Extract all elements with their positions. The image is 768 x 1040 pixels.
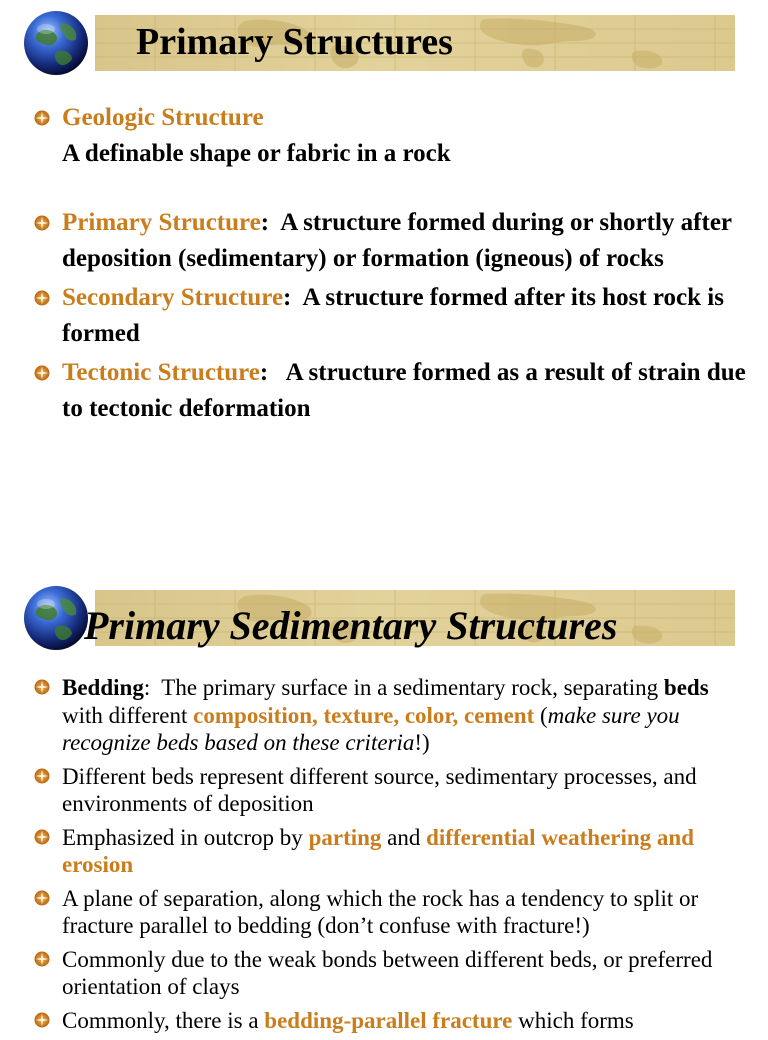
highlight: differential weathering and erosion <box>62 824 695 877</box>
bullet-icon <box>34 890 50 906</box>
definition: A structure formed during or shortly after deposition (sedimentary) or formation (igneous) of rocks <box>62 209 732 272</box>
bullet-icon <box>34 365 50 381</box>
separator: : <box>259 359 286 386</box>
bullet-icon <box>34 1012 50 1028</box>
bullet-item <box>0 885 768 940</box>
text: which forms <box>512 1007 634 1033</box>
globe-icon <box>22 9 90 77</box>
text: : The primary surface in a sedimentary rock, separating <box>143 675 664 700</box>
highlight: composition, texture, color, cement <box>193 702 535 728</box>
bullet-icon <box>34 215 50 231</box>
definition: A definable shape or fabric in a rock <box>62 139 451 167</box>
bullet-item <box>0 1007 768 1035</box>
bullet-item <box>0 100 768 171</box>
bullet-icon <box>34 290 50 306</box>
bullet-list <box>0 100 768 426</box>
term: Primary Structure <box>62 209 261 236</box>
bullet-item <box>0 280 768 351</box>
bullet-icon <box>34 829 50 845</box>
text: Commonly due to the weak bonds between different beds, or preferred orientation of clays <box>62 946 713 999</box>
bullet-icon <box>34 951 50 967</box>
text: Commonly, there is a <box>62 1007 265 1033</box>
text: !) <box>414 730 430 755</box>
highlight: parting <box>308 824 382 850</box>
definition: A structure formed after its host rock is formed <box>62 284 724 347</box>
bullet-item <box>0 355 768 426</box>
term: Secondary Structure <box>62 284 284 311</box>
bullet-item <box>0 946 768 1001</box>
bullet-list <box>0 674 768 1040</box>
text: Different beds represent different source, sedimentary processes, and environments of deposition <box>62 763 697 816</box>
bullet-icon <box>34 768 50 784</box>
bullet-icon <box>34 110 50 126</box>
globe-icon <box>22 584 90 652</box>
separator: : <box>260 209 281 236</box>
separator: : <box>283 284 303 311</box>
text: with different <box>62 675 715 728</box>
bullet-item <box>0 205 768 276</box>
term: Geologic Structure <box>62 104 264 131</box>
bullet-item <box>0 763 768 818</box>
slide-title: Primary Sedimentary Structures <box>84 603 618 648</box>
text: and <box>381 824 427 850</box>
slide-title: Primary Structures <box>136 21 453 63</box>
definition: A structure formed as a result of strain due to tectonic deformation <box>62 359 746 422</box>
text: ( <box>534 702 548 728</box>
term: Bedding <box>62 675 144 700</box>
emphasis: beds <box>663 675 709 700</box>
bullet-item <box>0 674 768 757</box>
italic-note: make sure you recognize beds based on these criteria <box>62 702 680 755</box>
bullet-icon <box>34 679 50 695</box>
highlight: bedding-parallel fracture <box>264 1007 513 1033</box>
slide-primary-sedimentary-structures <box>0 580 768 1033</box>
bullet-item <box>0 824 768 879</box>
text: Emphasized in outcrop by <box>62 824 309 850</box>
term: Tectonic Structure <box>62 359 260 386</box>
text: A plane of separation, along which the rock has a tendency to split or fracture parallel to bedding (don’t confuse with fracture!) <box>62 885 699 938</box>
